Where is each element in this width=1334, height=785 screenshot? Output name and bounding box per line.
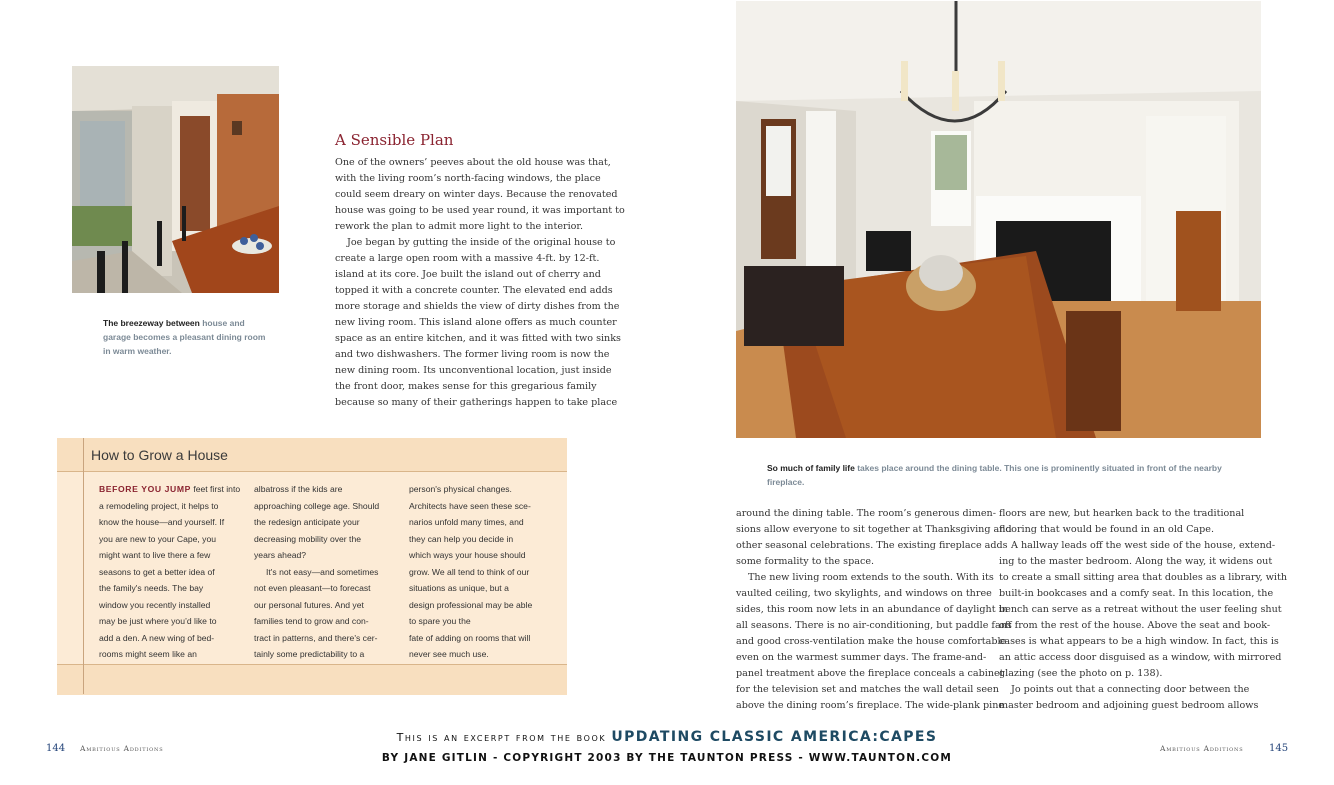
body-line: floors are new, but hearken back to the traditional bbox=[999, 508, 1245, 519]
body-line: and good cross-ventilation make the house comfortable bbox=[736, 636, 1007, 647]
body-line: glazing (see the photo on p. 138). bbox=[999, 668, 1163, 679]
sidebar-line: rooms might seem like an bbox=[99, 649, 197, 659]
body-line: ing to the master bedroom. Along the way, it widens out bbox=[999, 556, 1273, 567]
sidebar-line: a remodeling project, it helps to bbox=[99, 500, 219, 511]
running-head-right: Ambitious Additions bbox=[1160, 744, 1244, 753]
body-line: around the dining table. The room’s generous dimen- bbox=[736, 508, 996, 519]
sidebar-line: the family's needs. The bay bbox=[99, 583, 204, 593]
sidebar-line: albatross if the kids are bbox=[254, 484, 343, 494]
sidebar-line: Architects have seen these sce- bbox=[409, 500, 531, 511]
caption-lead: The breezeway between bbox=[103, 318, 200, 328]
body-line: new dining room. Its unconventional location, just inside bbox=[335, 365, 612, 376]
body-line: off from the rest of the house. Above the seat and book- bbox=[999, 620, 1271, 631]
sidebar-line: approaching college age. Should bbox=[254, 500, 380, 511]
body-line: sions allow everyone to sit together at Thanksgiving and bbox=[736, 524, 1012, 535]
running-head-left: Ambitious Additions bbox=[80, 744, 164, 753]
sidebar-line: our personal futures. And yet bbox=[254, 599, 364, 610]
body-line: vaulted ceiling, two skylights, and windows on three bbox=[736, 588, 992, 599]
caption-line: in warm weather. bbox=[103, 346, 172, 356]
body-line: Joe began by gutting the inside of the original house to bbox=[347, 237, 616, 248]
body-line: built-in bookcases and a comfy seat. In this location, the bbox=[999, 588, 1274, 599]
sidebar-line: not even pleasant—to forecast bbox=[254, 583, 371, 593]
sidebar-line: decreasing mobility over the bbox=[254, 533, 361, 544]
sidebar-line: seasons to get a better idea of bbox=[99, 566, 215, 577]
sidebar-column-3 bbox=[409, 481, 559, 663]
sidebar-line: years ahead? bbox=[254, 550, 307, 560]
excerpt-banner bbox=[0, 729, 1334, 745]
right-body-column-2 bbox=[999, 506, 1288, 714]
sidebar-line: might want to live there a few bbox=[99, 550, 211, 560]
body-line: and two dishwashers. The former living room is now the bbox=[335, 349, 610, 360]
sidebar-title: How to Grow a House bbox=[91, 447, 228, 463]
body-line: to create a small sitting area that doubles as a library, with bbox=[999, 572, 1288, 583]
body-line: A hallway leads off the west side of the house, extend- bbox=[1011, 540, 1276, 551]
sidebar-line: situations as unique, but a bbox=[409, 583, 509, 593]
sidebar-box bbox=[57, 438, 567, 694]
sidebar-line: person's physical changes. bbox=[409, 484, 512, 494]
caption-line: house and bbox=[199, 318, 245, 328]
sidebar-line: you are new to your Cape, you bbox=[99, 533, 217, 544]
body-line: for the television set and matches the wall detail seen bbox=[736, 684, 999, 695]
body-line: with the living room’s north-facing windows, the place bbox=[335, 173, 601, 184]
body-line: topped it with a concrete counter. The elevated end adds bbox=[335, 285, 613, 296]
sidebar-column-2 bbox=[254, 481, 404, 663]
sidebar-rule bbox=[83, 438, 84, 694]
body-line: One of the owners’ peeves about the old house was that, bbox=[335, 157, 611, 168]
body-line: panel treatment above the fireplace conceals a cabinet bbox=[736, 668, 1004, 679]
dining-room-photo-caption bbox=[767, 461, 1237, 489]
sidebar-column-1 bbox=[99, 481, 249, 663]
right-body-column-1 bbox=[736, 506, 1012, 714]
body-line: above the dining room’s fireplace. The wide-plank pine bbox=[736, 700, 1005, 711]
body-line: some formality to the space. bbox=[736, 556, 875, 567]
sidebar-line: add a den. A new wing of bed- bbox=[99, 632, 215, 643]
body-line: all seasons. There is no air-conditioning, but paddle fans bbox=[736, 620, 1012, 631]
sidebar-line: fate of adding on rooms that will bbox=[409, 632, 531, 643]
body-line: Jo points out that a connecting door between the bbox=[1011, 684, 1250, 695]
body-line: house was going to be used year round, it was important to bbox=[335, 205, 625, 216]
sidebar-line: narios unfold many times, and bbox=[409, 517, 524, 527]
section-heading: A Sensible Plan bbox=[335, 131, 454, 149]
sidebar-line: to spare you the bbox=[409, 616, 471, 626]
body-line: cases is what appears to be a high window. In fact, this is bbox=[999, 636, 1279, 647]
sidebar-line: which ways your house should bbox=[409, 550, 526, 560]
sidebar-line: they can help you decide in bbox=[409, 533, 514, 544]
body-line: other seasonal celebrations. The existing fireplace adds bbox=[736, 540, 1008, 551]
sidebar-line: may be just where you’d like to bbox=[99, 616, 217, 626]
body-line: island at its core. Joe built the island out of cherry and bbox=[335, 269, 601, 280]
caption-lead: So much of family life bbox=[767, 463, 855, 473]
body-line: space as an entire kitchen, and it was fitted with two sinks bbox=[335, 333, 621, 344]
sidebar-line: grow. We all tend to think of our bbox=[409, 566, 530, 577]
caption-line: fireplace. bbox=[767, 477, 805, 487]
left-body-text bbox=[335, 155, 625, 411]
sidebar-line: know the house—and yourself. If bbox=[99, 517, 225, 527]
sidebar-line: families tend to grow and con- bbox=[254, 616, 369, 626]
sidebar-line: BEFORE YOU JUMP feet first into bbox=[99, 484, 241, 494]
excerpt-prefix: This is an excerpt from the book bbox=[396, 731, 612, 744]
book-title: UPDATING CLASSIC AMERICA:CAPES bbox=[611, 729, 938, 745]
body-line: the front door, makes sense for this gregarious family bbox=[335, 381, 597, 392]
breezeway-photo-caption bbox=[103, 316, 283, 358]
body-line: flooring that would be found in an old Cape. bbox=[999, 524, 1215, 535]
caption-line: takes place around the dining table. This one is prominently situated in front of the nearby bbox=[854, 463, 1222, 473]
dining-room-photo bbox=[736, 1, 1261, 438]
body-line: master bedroom and adjoining guest bedroom allows bbox=[999, 700, 1259, 711]
sidebar-footer-strip bbox=[57, 664, 567, 695]
sidebar-line: never see much use. bbox=[409, 649, 489, 659]
sidebar-line: tract in patterns, and there's cer- bbox=[254, 632, 378, 643]
breezeway-photo bbox=[72, 66, 279, 293]
sidebar-run-in: BEFORE YOU JUMP bbox=[99, 484, 191, 494]
sidebar-line: window you recently installed bbox=[99, 599, 211, 610]
body-line: sides, this room now lets in an abundance of daylight in bbox=[736, 604, 1008, 615]
sidebar-line: tainly some predictability to a bbox=[254, 649, 365, 659]
sidebar-line: the redesign anticipate your bbox=[254, 517, 360, 527]
body-line: create a large open room with a massive 4-ft. by 12-ft. bbox=[335, 253, 600, 264]
body-line: even on the warmest summer days. The frame-and- bbox=[736, 652, 987, 663]
sidebar-line: design professional may be able bbox=[409, 599, 533, 610]
body-line: more storage and shields the view of dirty dishes from the bbox=[335, 301, 620, 312]
body-line: because so many of their gatherings happen to take place bbox=[335, 397, 618, 408]
body-line: an attic access door disguised as a window, with mirrored bbox=[999, 652, 1282, 663]
body-line: could seem dreary on winter days. Because the renovated bbox=[335, 189, 618, 200]
body-line: bench can serve as a retreat without the user feeling shut bbox=[999, 604, 1282, 615]
caption-line: garage becomes a pleasant dining room bbox=[103, 332, 266, 342]
body-line: new living room. This island alone offers as much counter bbox=[335, 317, 617, 328]
copyright-line: BY JANE GITLIN - COPYRIGHT 2003 BY THE TAUNTON PRESS - WWW.TAUNTON.COM bbox=[381, 752, 953, 764]
body-line: rework the plan to admit more light to the interior. bbox=[335, 221, 584, 232]
sidebar-line: It's not easy—and sometimes bbox=[266, 566, 379, 577]
page-number-left: 144 bbox=[46, 743, 66, 754]
page-number-right: 145 bbox=[1269, 743, 1289, 754]
body-line: The new living room extends to the south. With its bbox=[748, 572, 994, 583]
